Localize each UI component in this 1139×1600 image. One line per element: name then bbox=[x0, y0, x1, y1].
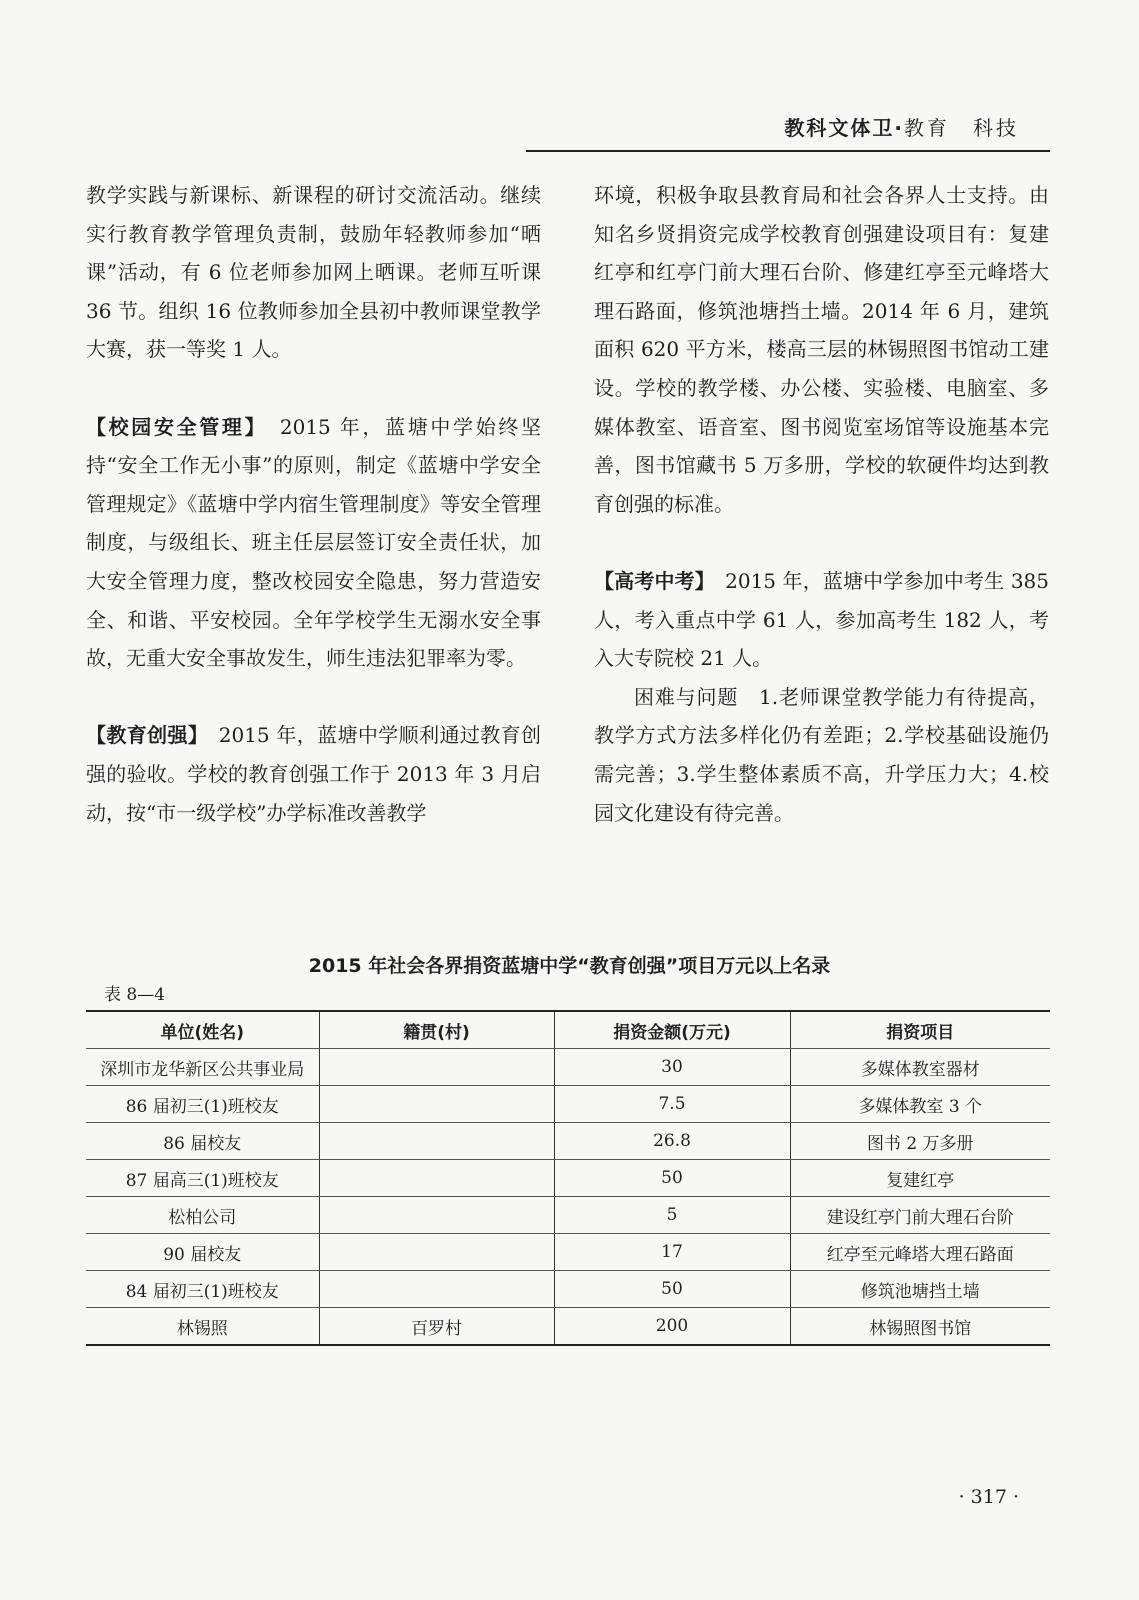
donor-name-cell: 90 届校友 bbox=[86, 1234, 319, 1271]
page-number: · 317 · bbox=[958, 1486, 1019, 1508]
left-column bbox=[86, 176, 541, 832]
amount-cell: 7.5 bbox=[554, 1086, 790, 1123]
column-header: 单位(姓名) bbox=[86, 1011, 319, 1049]
table-title: 2015 年社会各界捐资蓝塘中学“教育创强”项目万元以上名录 bbox=[308, 955, 831, 977]
column-header: 籍贯(村) bbox=[319, 1011, 554, 1049]
origin-cell: 百罗村 bbox=[319, 1308, 554, 1346]
paragraph-gap bbox=[594, 523, 1049, 562]
project-cell: 图书 2 万多册 bbox=[790, 1123, 1050, 1160]
table-row bbox=[86, 1086, 1050, 1123]
project-cell: 修筑池塘挡土墙 bbox=[790, 1271, 1050, 1308]
donor-name-cell: 深圳市龙华新区公共事业局 bbox=[86, 1049, 319, 1086]
amount-cell: 50 bbox=[554, 1271, 790, 1308]
table-row bbox=[86, 1308, 1050, 1346]
running-head bbox=[784, 112, 1019, 141]
project-cell: 复建红亭 bbox=[790, 1160, 1050, 1197]
creation-text: 2015 年，蓝塘中学顺利通过教育创强的验收。学校的教育创强工作于 2013 年 3 月启动，按“市一级学校”办学标准改善教学 bbox=[86, 723, 541, 825]
problems-paragraph: 困难与问题 1.老师课堂教学能力有待提高，教学方式方法多样化仍有差距；2.学校基础设施仍需完善；3.学生整体素质不高，升学压力大；4.校园文化建设有待完善。 bbox=[594, 684, 1049, 825]
amount-cell: 200 bbox=[554, 1308, 790, 1346]
amount-cell: 17 bbox=[554, 1234, 790, 1271]
creation-section bbox=[86, 716, 541, 832]
safety-section bbox=[86, 408, 541, 678]
origin-cell bbox=[319, 1123, 554, 1160]
origin-cell bbox=[319, 1271, 554, 1308]
origin-cell bbox=[319, 1049, 554, 1086]
table-row bbox=[86, 1234, 1050, 1271]
column-header: 捐资金额(万元) bbox=[554, 1011, 790, 1049]
header-rule bbox=[526, 150, 1050, 152]
project-cell: 林锡照图书馆 bbox=[790, 1308, 1050, 1346]
table-number: 表 8—4 bbox=[104, 985, 166, 1005]
origin-cell bbox=[319, 1086, 554, 1123]
safety-text: 2015 年，蓝塘中学始终坚持“安全工作无小事”的原则，制定《蓝塘中学安全管理规定》《蓝塘中学内宿生管理制度》等安全管理制度，与级组长、班主任层层签订安全责任状，加大安全管理力度，整改校园安全隐患，努力营造安全、和谐、平安校园。全年学校学生无溺水安全事故，无重大安全事故发生，师生违法犯罪率为零。 bbox=[86, 414, 541, 671]
table-row bbox=[86, 1197, 1050, 1234]
amount-cell: 50 bbox=[554, 1160, 790, 1197]
project-cell: 红亭至元峰塔大理石路面 bbox=[790, 1234, 1050, 1271]
exam-text: 2015 年，蓝塘中学参加中考生 385 人，考入重点中学 61 人，参加高考生 182 人，考入大专院校 21 人。 bbox=[594, 568, 1049, 671]
paragraph-gap bbox=[86, 678, 541, 717]
continuation-paragraph: 环境，积极争取县教育局和社会各界人士支持。由知名乡贤捐资完成学校教育创强建设项目有：复建红亭和红亭门前大理石台阶、修建红亭至元峰塔大理石路面，修筑池塘挡土墙。2014 年 6 月，建筑面积 620 平方米，楼高三层的林锡照图书馆动工建设。学校的教学楼、办公楼、实验楼、电脑室、多媒体教室、语音室、图书阅览室场馆等设施基本完善，图书馆藏书 5 万多册，学校的软硬件均达到教育创强的标准。 bbox=[594, 183, 1049, 516]
table-row bbox=[86, 1160, 1050, 1197]
donor-name-cell: 84 届初三(1)班校友 bbox=[86, 1271, 319, 1308]
donor-table bbox=[86, 1010, 1050, 1346]
amount-cell: 30 bbox=[554, 1049, 790, 1086]
project-cell: 多媒体教室器材 bbox=[790, 1049, 1050, 1086]
donor-name-cell: 林锡照 bbox=[86, 1308, 319, 1346]
origin-cell bbox=[319, 1197, 554, 1234]
column-header: 捐资项目 bbox=[790, 1011, 1050, 1049]
exam-heading: 【高考中考】 bbox=[594, 568, 705, 593]
table-row bbox=[86, 1049, 1050, 1086]
creation-heading: 【教育创强】 bbox=[86, 723, 199, 748]
right-column bbox=[594, 176, 1049, 832]
donor-name-cell: 86 届初三(1)班校友 bbox=[86, 1086, 319, 1123]
running-head-subsection: 教育 科技 bbox=[904, 116, 1019, 140]
amount-cell: 26.8 bbox=[554, 1123, 790, 1160]
origin-cell bbox=[319, 1234, 554, 1271]
exam-section bbox=[594, 562, 1049, 678]
paragraph-gap bbox=[86, 369, 541, 408]
table-row bbox=[86, 1271, 1050, 1308]
amount-cell: 5 bbox=[554, 1197, 790, 1234]
table-header-row bbox=[86, 1011, 1050, 1049]
safety-heading: 【校园安全管理】 bbox=[86, 414, 258, 439]
project-cell: 建设红亭门前大理石台阶 bbox=[790, 1197, 1050, 1234]
donor-name-cell: 86 届校友 bbox=[86, 1123, 319, 1160]
origin-cell bbox=[319, 1160, 554, 1197]
donor-name-cell: 松柏公司 bbox=[86, 1197, 319, 1234]
donor-name-cell: 87 届高三(1)班校友 bbox=[86, 1160, 319, 1197]
intro-paragraph: 教学实践与新课标、新课程的研讨交流活动。继续实行教育教学管理负责制，鼓励年轻教师参加“晒课”活动，有 6 位老师参加网上晒课。老师互听课 36 节。组织 16 位教师参加全县初中教师课堂教学大赛，获一等奖 1 人。 bbox=[86, 183, 541, 362]
running-head-section: 教科文体卫· bbox=[784, 116, 904, 140]
project-cell: 多媒体教室 3 个 bbox=[790, 1086, 1050, 1123]
table-row bbox=[86, 1123, 1050, 1160]
